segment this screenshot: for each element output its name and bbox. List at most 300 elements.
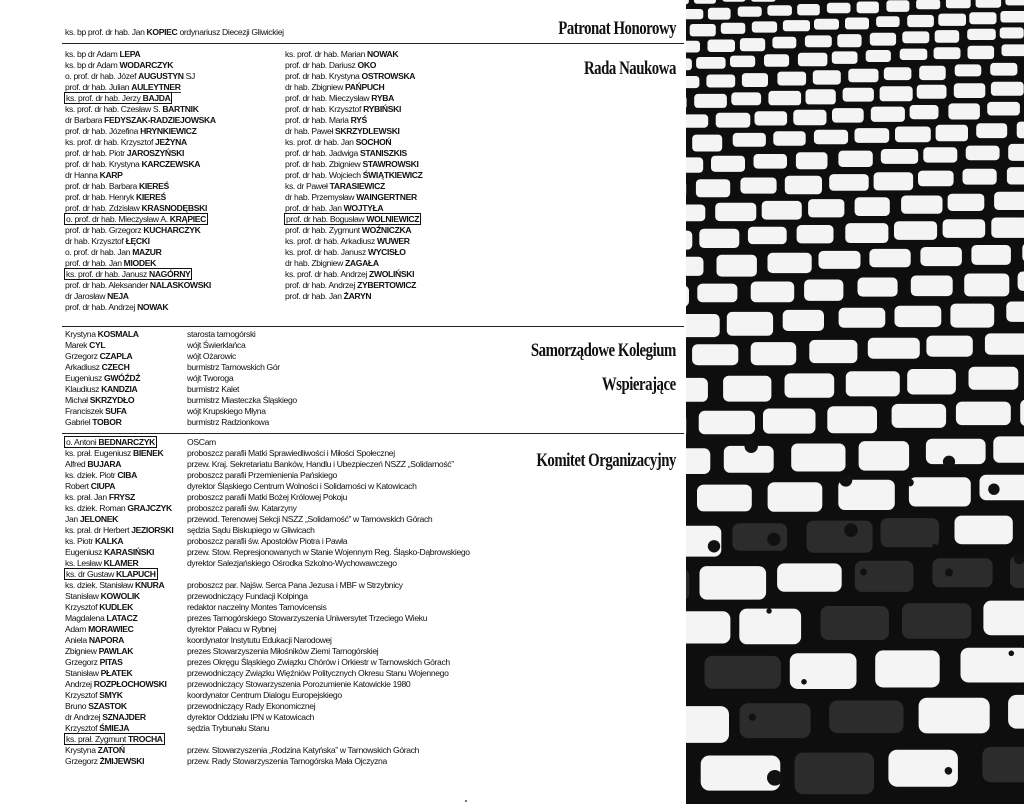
person-name [65, 492, 135, 502]
surname: ROZPŁOCHOWSKI [93, 679, 167, 689]
name-prefix: prof. dr hab. Andrzej [285, 280, 358, 290]
rada-right-row [285, 170, 485, 181]
person-name [65, 104, 199, 114]
rada-left-list [65, 49, 275, 313]
komitet-row [65, 679, 505, 690]
cobblestone [966, 146, 1000, 161]
divider-top [62, 43, 684, 44]
role-description: przew. Stowarzyszenia „Rodzina Katyńska” w Tarnowskich Górach [187, 745, 420, 755]
komitet-row [65, 613, 505, 624]
name-prefix: Grzegorz [65, 756, 100, 766]
surname: WOŹNICZKA [361, 225, 412, 235]
cobblestone [797, 225, 834, 243]
cobblestone [1020, 399, 1024, 426]
surname: WOLNIEWICZ [366, 214, 420, 224]
person-name [65, 406, 127, 416]
person-name [65, 514, 118, 524]
rada-left-row [65, 236, 275, 247]
name-prefix: ks. Piotr [65, 536, 95, 546]
person-name [65, 247, 161, 257]
komitet-row [65, 514, 505, 525]
name-prefix: ks. prof. dr hab. Marian [285, 49, 368, 59]
cobblestone [708, 8, 731, 20]
person-name [65, 657, 123, 667]
samorzadowe-row [65, 373, 465, 384]
stone-speckle [766, 608, 771, 613]
surname: FRYSZ [108, 492, 135, 502]
person-name [65, 503, 172, 513]
divider-rada [62, 326, 684, 327]
cobblestone [686, 378, 708, 402]
cobblestone [785, 373, 835, 397]
cobblestone [994, 192, 1024, 210]
rada-right-list [285, 49, 485, 302]
person-name [65, 690, 123, 700]
cobblestone [740, 38, 765, 51]
person-name [65, 82, 181, 93]
person-name [65, 536, 123, 546]
person-name [65, 71, 195, 81]
role-description: dyrektor Oddziału IPN w Katowicach [187, 712, 315, 722]
name-prefix: Magdalena [65, 613, 107, 623]
cobblestone [907, 369, 956, 395]
surname: KOWOLIK [100, 591, 140, 601]
cobblestone [748, 227, 787, 244]
person-name [285, 137, 391, 147]
cobblestone [777, 72, 806, 86]
surname: SKRZYDLEWSKI [335, 126, 400, 136]
name-prefix: dr Barbara [65, 115, 105, 125]
cobblestone [694, 94, 727, 108]
cobblestone [706, 75, 735, 88]
stone-speckle [844, 523, 858, 537]
person-name [65, 417, 121, 427]
cobblestone [993, 436, 1024, 462]
cobblestone [955, 64, 982, 76]
cobblestone [686, 9, 703, 19]
person-name [65, 148, 184, 158]
cobblestone [923, 147, 957, 162]
name-prefix: Zbigniew [65, 646, 99, 656]
stone-speckle [945, 767, 953, 775]
surname: SZASTOK [88, 701, 127, 711]
cobblestone [785, 176, 822, 194]
person-name [65, 93, 171, 103]
cobblestone [881, 149, 918, 164]
cobblestone [963, 169, 997, 185]
cobblestone [934, 47, 961, 59]
name-prefix: prof. dr hab. Julian [65, 82, 132, 92]
cobblestone [964, 274, 1009, 297]
heading-samorzadowe-2: Wspierające [602, 374, 676, 395]
cobblestone [855, 561, 914, 592]
cobblestone [768, 482, 823, 512]
cobblestone [1006, 302, 1024, 322]
rada-right-row [285, 104, 485, 115]
rada-right-row [285, 203, 485, 214]
cobblestone [772, 37, 796, 49]
rada-right-row [285, 115, 485, 126]
surname: JEZIORSKI [131, 525, 174, 535]
cobblestone [936, 125, 968, 142]
cobblestone [814, 130, 848, 145]
surname: ŁĘCKI [125, 236, 150, 246]
rada-left-row [65, 60, 275, 71]
cobblestone [848, 69, 878, 83]
surname: TROCHA [128, 734, 163, 744]
cobblestone [876, 16, 900, 27]
rada-right-row [285, 291, 485, 302]
cobblestone [829, 174, 869, 191]
komitet-row [65, 690, 505, 701]
rada-left-row [65, 49, 275, 60]
person-name [65, 701, 127, 711]
name-prefix: ks. dr Gustaw [66, 569, 117, 579]
cobblestone [793, 110, 826, 126]
cobblestone [754, 154, 788, 169]
person-name [65, 558, 138, 568]
cobblestone [855, 197, 890, 216]
cobblestone [901, 196, 942, 214]
surname: ŻMIJEWSKI [99, 756, 145, 766]
person-name [65, 756, 144, 766]
person-name [65, 291, 129, 301]
surname: FEDYSZAK-RADZIEJOWSKA [104, 115, 216, 125]
rada-right-row [285, 236, 485, 247]
cobblestone [892, 404, 947, 428]
name-prefix: prof. dr hab. Józefina [65, 126, 141, 136]
person-name [285, 269, 414, 279]
person-name [285, 280, 416, 290]
role-description: burmistrz Miasteczka Śląskiego [187, 395, 297, 405]
cobblestone [871, 107, 905, 122]
person-name [65, 362, 129, 372]
stone-speckle [745, 440, 758, 453]
rada-right-row [285, 126, 485, 137]
name-prefix: prof. dr hab. Jan [65, 258, 124, 268]
cobblestone [808, 199, 844, 217]
rada-left-row [65, 269, 275, 280]
komitet-row [65, 657, 505, 668]
name-prefix: Krystyna [65, 745, 98, 755]
cobblestone [866, 50, 891, 62]
cobblestone [985, 333, 1024, 354]
cobblestone [884, 67, 912, 80]
person-name [65, 126, 197, 136]
cobblestone [686, 58, 692, 70]
name-prefix: ks. bp dr Adam [65, 49, 120, 59]
person-name [65, 635, 124, 645]
cobblestone [768, 91, 801, 105]
cobblestone [969, 367, 1019, 390]
komitet-row [65, 470, 505, 481]
komitet-row [65, 547, 505, 558]
person-name [285, 93, 394, 103]
cobblestone [696, 179, 730, 197]
komitet-row [65, 602, 505, 613]
name-prefix: Krystyna [65, 329, 98, 339]
cobblestone [730, 56, 755, 68]
surname: LEPA [119, 49, 141, 59]
cobblestone [983, 601, 1024, 636]
name-prefix: Alfred [65, 459, 88, 469]
surname: ZATOŃ [97, 745, 125, 755]
surname: KUCHARCZYK [143, 225, 201, 235]
name-prefix: prof. dr hab. Mieczysław [285, 93, 372, 103]
surname: OKO [357, 60, 377, 70]
cobblestone [809, 340, 857, 363]
role-description: dyrektor Śląskiego Centrum Wolności i Solidarności w Katowicach [187, 481, 417, 491]
cobblestone [858, 278, 898, 297]
rada-right-row [285, 181, 485, 192]
stone-speckle [1009, 651, 1015, 657]
name-prefix: dr hab. Paweł [285, 126, 336, 136]
cobblestone [859, 441, 910, 471]
heading-patronat: Patronat Honorowy [558, 18, 676, 39]
cobblestone [806, 89, 836, 104]
rada-right-row [285, 137, 485, 148]
name-prefix: Andrzej [65, 679, 94, 689]
cobblestone [969, 12, 996, 24]
cobblestone [767, 5, 792, 15]
person-name [65, 448, 163, 458]
name-prefix: ks. prof. dr hab. Jan [285, 137, 356, 147]
cobblestone [751, 0, 776, 2]
person-name [65, 159, 200, 169]
person-name [65, 373, 140, 383]
surname: ŻARYN [343, 291, 372, 301]
surname: KANDZIA [101, 384, 138, 394]
person-name [65, 547, 154, 557]
surname: NOWAK [137, 302, 169, 312]
name-prefix: Krzysztof [65, 723, 100, 733]
heading-samorzadowe-1: Samorządowe Kolegium [530, 340, 676, 361]
name-prefix: prof. dr hab. Barbara [65, 181, 139, 191]
name-prefix: ks. prał. Eugeniusz [65, 448, 133, 458]
surname: SZNAJDER [102, 712, 146, 722]
komitet-row [65, 624, 505, 635]
cobblestone [686, 314, 720, 337]
stone-speckle [943, 456, 955, 468]
surname: KARP [99, 170, 123, 180]
cobblestone [838, 151, 872, 167]
name-prefix: prof. dr hab. Jan [285, 291, 344, 301]
rada-right-row [285, 148, 485, 159]
cobblestone [827, 406, 877, 433]
person-name [65, 580, 164, 590]
surname: KLAPUCH [116, 569, 156, 579]
person-name [65, 60, 173, 70]
cobblestone [723, 376, 771, 402]
cobblestone [763, 409, 816, 434]
name-prefix: o. prof. dr hab. Józef [65, 71, 139, 81]
cobblestone [686, 257, 704, 276]
cobblestone [722, 0, 745, 2]
person-name [65, 115, 216, 125]
person-name [65, 225, 201, 235]
komitet-row [65, 646, 505, 657]
person-name [285, 225, 411, 235]
person-name [65, 170, 123, 180]
person-name [285, 236, 410, 246]
cobblestone [846, 371, 900, 396]
surname: LATACZ [106, 613, 138, 623]
cobblestone [829, 701, 903, 734]
name-suffix: SJ [183, 71, 195, 81]
name-prefix: Michał [65, 395, 90, 405]
cobblestone [686, 286, 689, 307]
rada-left-row [65, 159, 275, 170]
cobblestone [686, 706, 729, 743]
role-description: prezes Stowarzyszenia Miłośników Ziemi Tarnogórskiej [187, 646, 379, 656]
komitet-row [65, 448, 505, 459]
cobblestone [795, 753, 874, 795]
cobblestone [961, 648, 1024, 683]
cobblestone [752, 21, 777, 32]
name-prefix: ks. prof. dr hab. Janusz [66, 269, 149, 279]
name-prefix: prof. dr hab. Maria [285, 115, 351, 125]
samorzadowe-row [65, 384, 465, 395]
rada-left-row [65, 104, 275, 115]
role-description: przewodniczący Rady Ekonomicznej [187, 701, 316, 711]
name-prefix: ks. dr Paweł [285, 181, 330, 191]
name-prefix: prof. dr hab. Zbigniew [285, 159, 363, 169]
role-description: koordynator Instytutu Edukacji Narodowej [187, 635, 332, 645]
cobblestone [987, 102, 1020, 116]
person-name [285, 214, 420, 224]
cobblestone [716, 113, 751, 128]
role-description: koordynator Centrum Dialogu Europejskiego [187, 690, 342, 700]
cobblestone [804, 280, 843, 301]
rada-right-row [285, 247, 485, 258]
surname: GRAJCZYK [127, 503, 172, 513]
komitet-row [65, 591, 505, 602]
role-description: dyrektor Pałacu w Rybnej [187, 624, 277, 634]
role-description: wójt Ożarowic [187, 351, 236, 361]
patron-surname: KOPIEC [146, 27, 178, 37]
person-name [65, 646, 133, 656]
role-description: przewodniczący Stowarzyszenia Porozumienie Katowickie 1980 [187, 679, 411, 689]
role-description: przew. Rady Stowarzyszenia Tarnogórska Mała Ojczyzna [187, 756, 387, 766]
person-name [65, 602, 133, 612]
cobblestone [783, 310, 824, 331]
cobblestone [692, 135, 722, 152]
cobblestone [686, 41, 700, 53]
role-description: redaktor naczelny Montes Tarnovicensis [187, 602, 327, 612]
surname: ŚWIĄTKIEWICZ [362, 170, 423, 180]
cobblestone [783, 20, 810, 31]
rada-left-row [65, 225, 275, 236]
cobblestone [697, 284, 737, 303]
cobblestone [991, 82, 1024, 96]
stone-speckle [839, 474, 852, 487]
surname: NEJA [107, 291, 129, 301]
cobblestone [907, 15, 934, 27]
cobblestone [694, 0, 716, 4]
cobblestone [742, 73, 768, 87]
cobblestone [894, 221, 937, 240]
person-name [65, 258, 156, 269]
name-prefix: dr Hanna [65, 170, 100, 180]
rada-right-row [285, 159, 485, 170]
surname: KNURA [135, 580, 165, 590]
name-prefix: Grzegorz [65, 657, 100, 667]
surname: JAROSZYŃSKI [126, 148, 185, 158]
surname: MORAWIEC [88, 624, 134, 634]
name-prefix: Franciszek [65, 406, 106, 416]
komitet-row [65, 756, 505, 767]
cobblestone [1005, 0, 1024, 5]
surname: KARCZEWSKA [141, 159, 201, 169]
cobblestone [902, 31, 929, 43]
person-name [65, 745, 125, 755]
surname: SKRZYDŁO [89, 395, 135, 405]
person-name [285, 49, 398, 59]
cobblestone [791, 444, 845, 472]
cobblestone [692, 344, 738, 365]
cobblestone [705, 656, 781, 689]
name-prefix: Gabriel [65, 417, 93, 427]
name-prefix: Marek [65, 340, 90, 350]
name-prefix: Adam [65, 624, 89, 634]
cobblestone [916, 0, 940, 9]
samorzadowe-list [65, 329, 465, 428]
cobblestone [827, 3, 851, 13]
person-name [285, 181, 385, 191]
person-name [65, 236, 150, 246]
rada-left-row [65, 181, 275, 192]
name-prefix: ks. prof. dr hab. Czesław S. [65, 104, 163, 114]
cobblestone [807, 521, 873, 553]
name-prefix: Stanisław [65, 591, 101, 601]
name-prefix: ks. prof. dr hab. Krzysztof [65, 137, 156, 147]
komitet-row [65, 580, 505, 591]
cobblestone [790, 653, 857, 689]
name-prefix: prof. dr hab. Andrzej [65, 302, 138, 312]
cobblestone [773, 131, 805, 145]
person-name [65, 384, 137, 394]
surname: BUJARA [87, 459, 122, 469]
cobblestone [697, 485, 752, 512]
rada-left-row [65, 203, 275, 214]
role-description: proboszcz parafii św. Katarzyny [187, 503, 297, 513]
cobblestone [832, 108, 864, 123]
person-name [285, 71, 415, 81]
cobblestone [686, 569, 689, 601]
name-prefix: prof. dr hab. Jadwiga [285, 148, 360, 158]
stone-speckle [988, 484, 999, 495]
surname: ZAGAŁA [344, 258, 379, 268]
name-prefix: ks. prał. Jan [65, 492, 109, 502]
cobblestone [819, 251, 861, 269]
cobblestone [805, 35, 832, 47]
samorzadowe-row [65, 340, 465, 351]
name-prefix: prof. dr hab. Dariusz [285, 60, 358, 70]
samorzadowe-row [65, 329, 465, 340]
komitet-row [65, 701, 505, 712]
person-name [285, 148, 407, 158]
name-prefix: dr Andrzej [65, 712, 103, 722]
surname: ZWOLIŃSKI [369, 269, 415, 279]
name-prefix: prof. dr hab. Wojciech [285, 170, 363, 180]
cobblestone [690, 24, 716, 36]
surname: RYBIŃSKI [363, 104, 402, 114]
cobblestone [1000, 27, 1024, 38]
cobblestone [976, 123, 1007, 138]
cobblestone [751, 342, 797, 365]
name-prefix: Robert [65, 481, 91, 491]
surname: AULEYTNER [131, 82, 181, 92]
